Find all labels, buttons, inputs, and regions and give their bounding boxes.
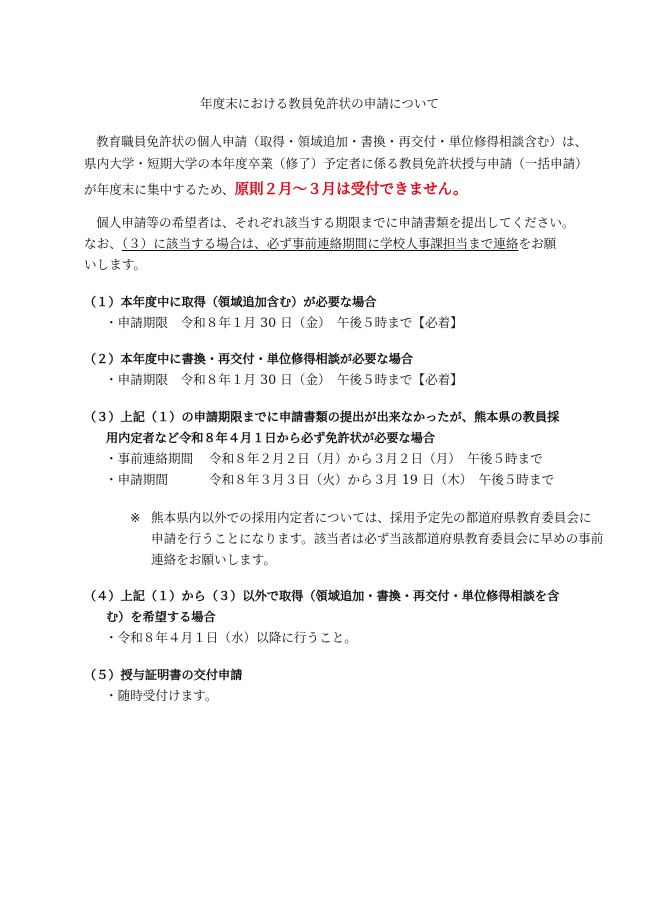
section-3-heading-line-1: （３）上記（１）の申請期限までに申請書類の提出が出来なかったが、熊本県の教員採 <box>84 410 560 424</box>
contact-requirement-underlined: （３）に該当する場合は、必ず事前連絡期間に学校人事課担当まで連絡 <box>121 236 519 251</box>
section-3-note-line-3: 連絡をお願いします。 <box>151 552 276 567</box>
section-3-note-mark: ※ <box>130 510 141 525</box>
reception-closed-notice: 原則２月～３月は受付できません。 <box>234 182 468 198</box>
section-2-heading: （２）本年度中に書換・再交付・単位修得相談が必要な場合 <box>84 352 414 366</box>
notice-line-3: いします。 <box>84 257 146 272</box>
section-5-heading: （５）授与証明書の交付申請 <box>84 668 243 682</box>
section-5-item: ・随時受付けます。 <box>105 688 218 703</box>
page-title: 年度末における教員免許状の申請について <box>200 96 440 111</box>
section-4-heading-line-2: む）を希望する場合 <box>106 610 216 624</box>
notice-line-2-post: をお願 <box>518 236 557 251</box>
section-4-heading-line-1: （４）上記（１）から（３）以外で取得（領域追加・書換・再交付・単位修得相談を含 <box>84 589 560 603</box>
intro-line-3 <box>84 180 468 202</box>
section-3-contact-period-label: ・事前連絡期間 <box>105 451 194 466</box>
notice-line-2-pre: なお、 <box>84 236 122 251</box>
section-1-heading: （１）本年度中に取得（領域追加含む）が必要な場合 <box>84 295 377 309</box>
section-2-deadline: ・申請期限 令和８年１月 30 日（金） 午後５時まで【必着】 <box>105 372 463 387</box>
notice-line-2 <box>84 235 556 254</box>
section-3-contact-period-value: 令和８年２月２日（月）から３月２日（月） 午後５時まで <box>209 451 543 466</box>
intro-line-1: 教育職員免許状の個人申請（取得・領域追加・書換・再交付・単位修得相談含む）は、 <box>96 134 588 149</box>
intro-line-3-text: が年度末に集中するため、 <box>84 182 235 197</box>
section-3-application-period-label: ・申請期間 <box>105 472 168 487</box>
intro-line-2: 県内大学・短期大学の本年度卒業（修了）予定者に係る教員免許状授与申請（一括申請） <box>84 156 588 171</box>
section-3-note-line-1: 熊本県内以外での採用内定者については、採用予定先の都道府県教育委員会に <box>151 510 592 525</box>
notice-line-1: 個人申請等の希望者は、それぞれ該当する期限までに申請書類を提出してください。 <box>96 215 575 230</box>
section-1-deadline: ・申請期限 令和８年１月 30 日（金） 午後５時まで【必着】 <box>105 315 463 330</box>
section-3-heading-line-2: 用内定者など令和８年４月１日から必ず免許状が必要な場合 <box>106 431 436 445</box>
section-4-item: ・令和８年４月１日（水）以降に行うこと。 <box>105 630 357 645</box>
section-3-note-line-2: 申請を行うことになります。該当者は必ず当該都道府県教育委員会に早めの事前 <box>151 531 604 546</box>
section-3-application-period-value: 令和８年３月３日（火）から３月 19 日（木） 午後５時まで <box>209 472 555 487</box>
